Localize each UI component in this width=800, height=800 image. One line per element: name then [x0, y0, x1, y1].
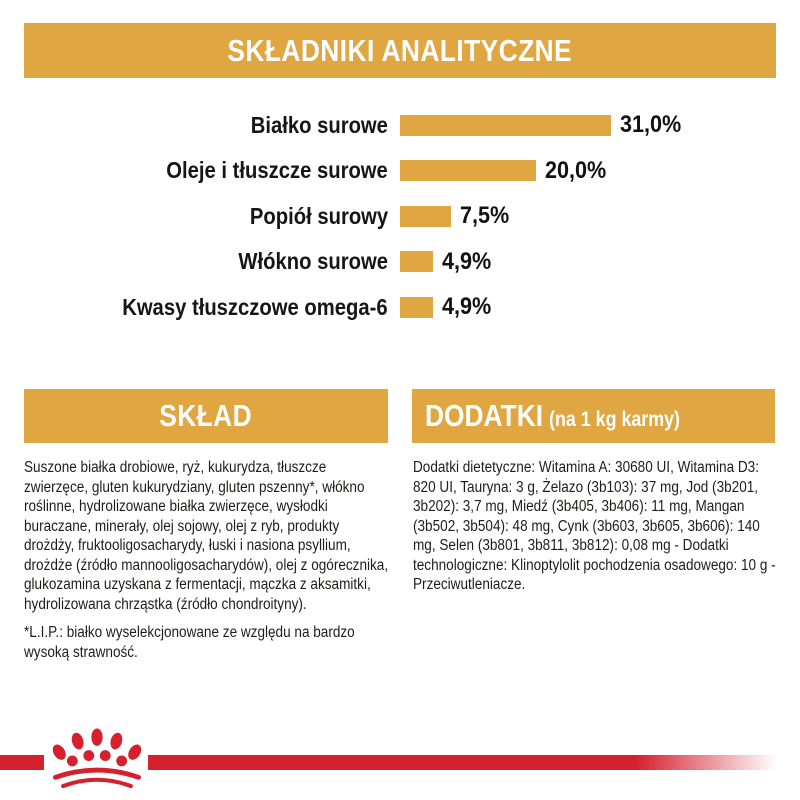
bar-label: Włókno surowe	[238, 248, 388, 274]
composition-title: SKŁAD	[159, 398, 253, 433]
bar-label: Białko surowe	[250, 111, 388, 138]
bar-label: Kwasy tłuszczowe omega-6	[122, 293, 388, 320]
bar-label: Popiół surowy	[249, 202, 388, 229]
bar	[400, 206, 451, 227]
additives-header	[412, 389, 775, 443]
bar	[400, 297, 433, 318]
bar	[400, 251, 433, 272]
bar-label: Oleje i tłuszcze surowe	[166, 157, 388, 183]
footer-red-band-right	[148, 755, 790, 770]
bar-value: 20,0%	[545, 156, 607, 184]
page-title: SKŁADNIKI ANALITYCZNE	[227, 32, 573, 68]
chart-row	[0, 194, 800, 238]
bar	[400, 115, 611, 136]
additives-title-suffix: (na 1 kg karmy)	[549, 408, 680, 431]
chart-row	[0, 103, 800, 147]
chart-row	[0, 149, 800, 193]
lip-footnote: *L.I.P.: białko wyselekcjonowane ze względu na bardzo wysoką strawność.	[24, 624, 355, 661]
composition-body: Suszone białka drobiowe, ryż, kukurydza, tłuszcze zwierzęce, gluten kukurydziany, gluten pszenny*, włókno roślinne, hydrolizowane białka zwierzęce, wysłodki buraczane, minerały, olej sojowy, olej z ryb, produkty drożdży, fruktooligosacharydy, łuski i nasiona psyllium, drożdże (źródło mannooligosacharydów), olej z ogórecznika, glukozamina uzyskana z fermentacji, mączka z aksamitki, hydrolizowana chrząstka (źródło chondroityny).	[24, 459, 389, 613]
additives-body: Dodatki dietetyczne: Witamina A: 30680 UI, Witamina D3: 820 UI, Tauryna: 3 g, Żelazo (3b103): 37 mg, Jod (3b201, 3b202): 3,7 mg, Miedź (3b405, 3b406): 11 mg, Mangan (3b502, 3b504): 48 mg, Cynk (3b603, 3b605, 3b606): 140 mg, Selen (3b801, 3b811, 3b812): 0,08 mg - Dodatki technologiczne: Klinoptylolit pochodzenia osadowego: 10 g - Przeciwutleniacze.	[413, 459, 776, 593]
bar	[400, 160, 536, 181]
additives-text-block	[413, 458, 778, 595]
bar-value: 4,9%	[442, 293, 492, 320]
footer-red-band-left	[0, 755, 44, 770]
composition-text-block	[24, 458, 393, 662]
composition-header	[24, 389, 388, 443]
royal-canin-crown-logo	[47, 728, 147, 788]
analytical-constituents-header	[24, 23, 776, 78]
bar-value: 7,5%	[460, 202, 510, 229]
bar-value: 4,9%	[442, 247, 492, 275]
additives-title: DODATKI	[425, 398, 544, 433]
chart-row	[0, 285, 800, 329]
chart-row	[0, 240, 800, 284]
bar-value: 31,0%	[620, 111, 682, 138]
